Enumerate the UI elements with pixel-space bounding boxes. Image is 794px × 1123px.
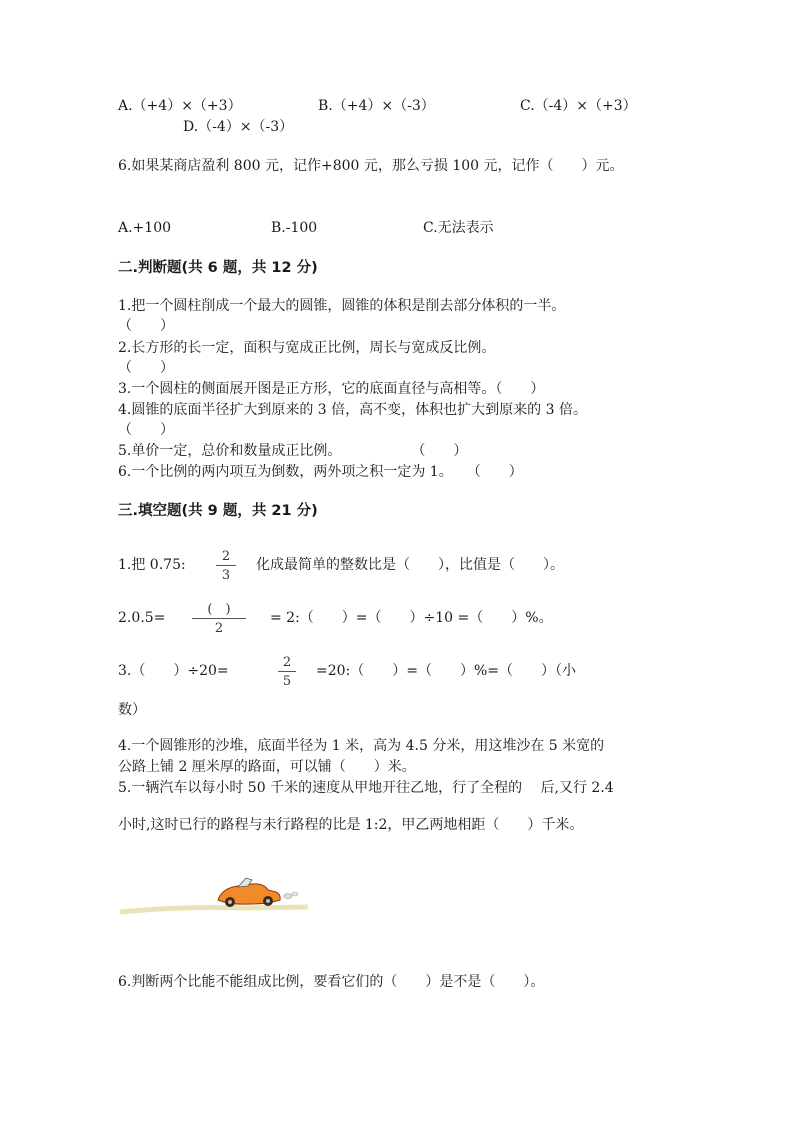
fill-q6: 6.判断两个比能不能组成比例，要看它们的（ ）是不是（ ）。 (118, 974, 545, 990)
fraction-denominator: 3 (221, 568, 231, 583)
tf-item-6: 6.一个比例的两内项互为倒数，两外项之积一定为 1。 （ ） (118, 464, 523, 480)
tf-item-1: 1.把一个圆柱削成一个最大的圆锥，圆锥的体积是削去部分体积的一半。 (118, 298, 566, 314)
fraction-numerator: 2 (221, 549, 231, 564)
q5-option-d: D.（-4）×（-3） (183, 119, 294, 135)
fill-q3-continuation: 数） (118, 702, 146, 718)
fraction-bar (278, 671, 296, 672)
section3-title: 三.填空题(共 9 题，共 21 分) (118, 503, 318, 519)
fill-q1-fraction (216, 549, 236, 583)
section2-title: 二.判断题(共 6 题，共 12 分) (118, 260, 318, 276)
fill-q3-prefix: 3.（ ）÷20= (118, 663, 229, 679)
tf-item-2-blank: （ ） (118, 360, 174, 376)
q6-option-a: A.+100 (118, 220, 172, 236)
fill-q1-prefix: 1.把 0.75: (118, 557, 186, 573)
fill-q2-prefix: 2.0.5= (118, 610, 166, 626)
tf-item-3: 3.一个圆柱的侧面展开图是正方形，它的底面直径与高相等。（ ） (118, 381, 545, 397)
fraction-numerator: 2 (282, 655, 292, 670)
fraction-denominator: 2 (214, 621, 224, 636)
q5-option-a: A.（+4）×（+3） (118, 98, 242, 114)
tf-item-5: 5.单价一定，总价和数量成正比例。 （ ） (118, 443, 468, 459)
fraction-bar (192, 618, 246, 619)
fraction-numerator: ( ) (207, 602, 231, 617)
q6-option-c: C.无法表示 (423, 220, 494, 236)
fill-q2-text: = 2:（ ）=（ ）÷10 =（ ）%。 (270, 610, 553, 626)
tf-item-2: 2.长方形的长一定，面积与宽成正比例，周长与宽成反比例。 (118, 340, 496, 356)
tf-item-4-blank: （ ） (118, 422, 174, 438)
q6-option-b: B.-100 (271, 220, 318, 236)
tf-item-4: 4.圆锥的底面半径扩大到原来的 3 倍，高不变，体积也扩大到原来的 3 倍。 (118, 402, 587, 418)
fill-q5-line2: 小时,这时已行的路程与未行路程的比是 1:2，甲乙两地相距（ ）千米。 (118, 817, 584, 833)
q6-stem: 6.如果某商店盈利 800 元，记作+800 元，那么亏损 100 元，记作（ ）元。 (118, 158, 624, 174)
fraction-bar (216, 565, 236, 566)
fill-q1-text: 化成最简单的整数比是（ ），比值是（ ）。 (256, 557, 564, 573)
road-stripe (120, 907, 308, 912)
fill-q3-text: =20:（ ）=（ ）%=（ ）（小 (316, 663, 577, 679)
car-illustration (118, 872, 308, 922)
fill-q5-line1: 5.一辆汽车以每小时 50 千米的速度从甲地开往乙地，行了全程的 后,又行 2.4 (118, 780, 614, 796)
fill-q4-line1: 4.一个圆锥形的沙堆，底面半径为 1 米，高为 4.5 分米，用这堆沙在 5 米宽的 (118, 738, 605, 754)
fraction-denominator: 5 (282, 674, 292, 689)
fill-q2-fraction (192, 602, 246, 636)
car-icon (218, 878, 298, 907)
q5-option-b: B.（+4）×（-3） (318, 98, 435, 114)
fill-q3-fraction (278, 655, 296, 689)
tf-item-1-blank: （ ） (118, 318, 174, 334)
q5-option-c: C.（-4）×（+3） (520, 98, 637, 114)
fill-q4-line2: 公路上铺 2 厘米厚的路面，可以铺（ ）米。 (118, 759, 416, 775)
